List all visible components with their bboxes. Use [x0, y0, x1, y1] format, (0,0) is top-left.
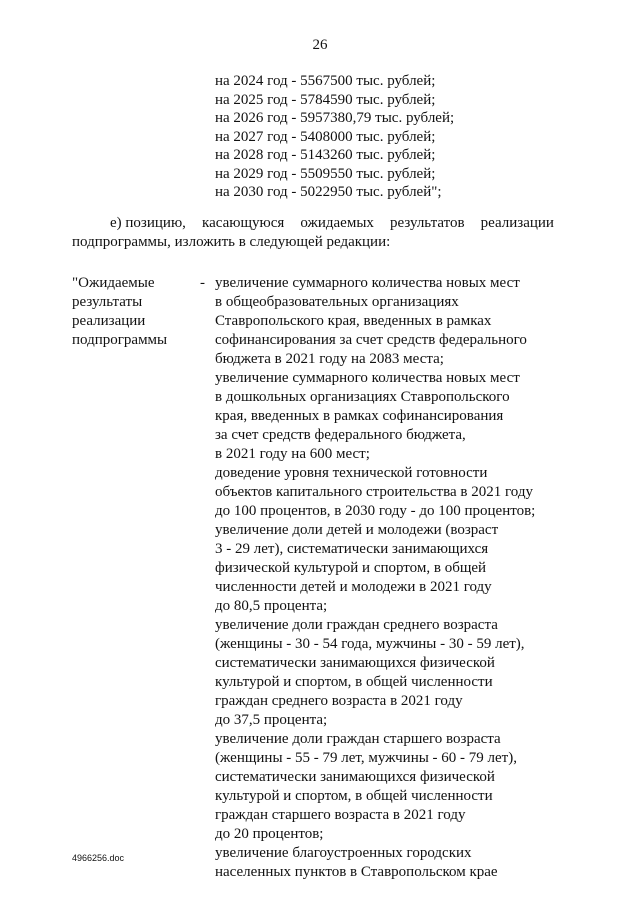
position-label-line: подпрограммы — [72, 332, 168, 348]
result-line: численности детей и молодежи в 2021 году — [215, 579, 492, 595]
page-number: 26 — [312, 37, 328, 53]
result-line: увеличение суммарного количества новых мест — [215, 275, 520, 291]
result-line: физической культурой и спортом, в общей — [215, 560, 487, 576]
position-label — [72, 274, 167, 350]
result-line: систематически занимающихся физической — [215, 769, 495, 785]
result-line: до 80,5 процента; — [215, 598, 328, 614]
result-line: до 37,5 процента; — [215, 712, 328, 728]
result-line: граждан старшего возраста в 2021 году — [215, 807, 466, 823]
result-line: объектов капитального строительства в 2021 году — [215, 484, 533, 500]
result-line: культурой и спортом, в общей численности — [215, 788, 493, 804]
instruction-word: касающуюся — [202, 215, 285, 231]
result-line: граждан среднего возраста в 2021 году — [215, 693, 463, 709]
funding-list — [215, 72, 454, 202]
funding-line: на 2026 год - 5957380,79 тыс. рублей; — [215, 110, 455, 126]
expected-results — [215, 274, 535, 882]
instruction-word: ожидаемых — [300, 215, 374, 231]
result-line: 3 - 29 лет), систематически занимающихся — [215, 541, 489, 557]
result-line: доведение уровня технической готовности — [215, 465, 488, 481]
result-line: до 20 процентов; — [215, 826, 324, 842]
result-line: систематически занимающихся физической — [215, 655, 495, 671]
instruction-word: реализации — [480, 215, 554, 231]
funding-line: на 2024 год - 5567500 тыс. рублей; — [215, 73, 436, 89]
instruction-line-2: подпрограммы, изложить в следующей редакции: — [72, 234, 391, 250]
result-line: в общеобразовательных организациях — [215, 294, 459, 310]
result-line: увеличение благоустроенных городских — [215, 845, 472, 861]
result-line: софинансирования за счет средств федерального — [215, 332, 527, 348]
funding-line: на 2030 год - 5022950 тыс. рублей"; — [215, 184, 442, 200]
result-line: увеличение доли детей и молодежи (возраст — [215, 522, 499, 538]
result-line: в 2021 году на 600 мест; — [215, 446, 370, 462]
funding-line: на 2025 год - 5784590 тыс. рублей; — [215, 91, 436, 108]
result-line: населенных пунктов в Ставропольском крае — [215, 864, 498, 880]
result-line: бюджета в 2021 году на 2083 места; — [215, 351, 444, 367]
result-line: (женщины - 30 - 54 года, мужчины - 30 - 59 лет), — [215, 636, 525, 652]
document-id: 4966256.doc — [72, 853, 125, 863]
instruction-word: результатов — [390, 215, 465, 231]
result-line: увеличение доли граждан среднего возраста — [215, 617, 498, 633]
result-line: за счет средств федерального бюджета, — [215, 427, 466, 443]
result-line: до 100 процентов, в 2030 году - до 100 процентов; — [215, 503, 536, 519]
funding-line: на 2029 год - 5509550 тыс. рублей; — [215, 165, 436, 182]
result-line: в дошкольных организациях Ставропольского — [215, 389, 510, 405]
instruction-word: е) позицию, — [110, 215, 186, 231]
result-line: (женщины - 55 - 79 лет, мужчины - 60 - 79 лет), — [215, 750, 517, 766]
position-label-line: "Ожидаемые — [72, 275, 155, 291]
instruction-line-1 — [72, 214, 554, 233]
dash-separator: - — [200, 275, 205, 291]
result-line: увеличение доли граждан старшего возраста — [215, 731, 501, 747]
funding-line: на 2027 год - 5408000 тыс. рублей; — [215, 128, 436, 145]
result-line: культурой и спортом, в общей численности — [215, 674, 493, 690]
result-line: Ставропольского края, введенных в рамках — [215, 313, 492, 329]
result-line: края, введенных в рамках софинансирования — [215, 408, 504, 424]
result-line: увеличение суммарного количества новых мест — [215, 370, 520, 386]
position-label-line: реализации — [72, 313, 146, 329]
instruction-paragraph — [72, 214, 554, 252]
position-label-line: результаты — [72, 294, 143, 310]
funding-line: на 2028 год - 5143260 тыс. рублей; — [215, 147, 436, 163]
